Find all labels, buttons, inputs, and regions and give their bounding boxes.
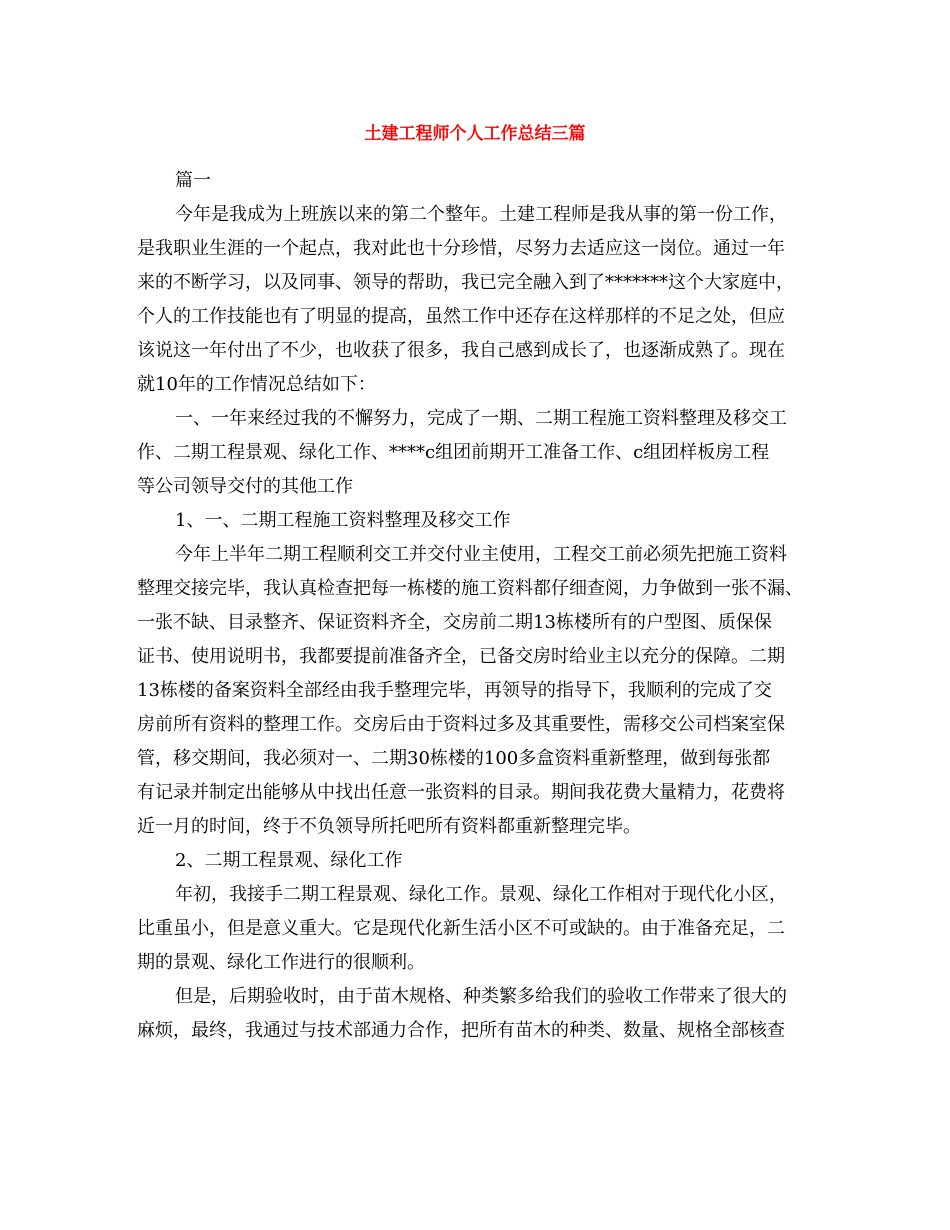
paragraph-line: 期的景观、绿化工作进行的很顺利。	[137, 952, 425, 973]
paragraph-line: 管，移交期间，我必须对一、二期30栋楼的100多盒资料重新整理，做到每张都	[137, 748, 771, 769]
paragraph-line: 有记录并制定出能够从中找出任意一张资料的目录。期间我花费大量精力，花费将	[137, 782, 785, 803]
paragraph-line: 房前所有资料的整理工作。交房后由于资料过多及其重要性，需移交公司档案室保	[137, 714, 785, 735]
paragraph-line: 一、一年来经过我的不懈努力，完成了一期、二期工程施工资料整理及移交工	[175, 408, 787, 429]
document-title: 土建工程师个人工作总结三篇	[364, 124, 586, 144]
paragraph-line: 13栋楼的备案资料全部经由我手整理完毕，再领导的指导下，我顺利的完成了交	[137, 680, 772, 701]
subsection-heading: 2、二期工程景观、绿化工作	[175, 850, 403, 871]
paragraph-line: 等公司领导交付的其他工作	[137, 476, 353, 497]
paragraph-line: 个人的工作技能也有了明显的提高，虽然工作中还存在这样那样的不足之处，但应	[137, 306, 785, 327]
section-heading: 篇一	[175, 170, 211, 191]
paragraph-line: 作、二期工程景观、绿化工作、****c组团前期开工准备工作、c组团样板房工程	[137, 442, 770, 463]
paragraph-line: 但是，后期验收时，由于苗木规格、种类繁多给我们的验收工作带来了很大的	[175, 986, 787, 1007]
paragraph-line: 今年上半年二期工程顺利交工并交付业主使用，工程交工前必须先把施工资料	[175, 544, 787, 565]
paragraph-line: 该说这一年付出了不少，也收获了很多，我自己感到成长了，也逐渐成熟了。现在	[137, 340, 785, 361]
paragraph-line: 来的不断学习，以及同事、领导的帮助，我已完全融入到了*******这个大家庭中，	[137, 272, 794, 293]
paragraph-line: 证书、使用说明书，我都要提前准备齐全，已备交房时给业主以充分的保障。二期	[137, 646, 785, 667]
paragraph-line: 今年是我成为上班族以来的第二个整年。土建工程师是我从事的第一份工作，	[175, 204, 787, 225]
paragraph-line: 近一月的时间，终于不负领导所托吧所有资料都重新整理完毕。	[137, 816, 641, 837]
paragraph-line: 就10年的工作情况总结如下：	[137, 374, 376, 395]
paragraph-line: 比重虽小，但是意义重大。它是现代化新生活小区不可或缺的。由于准备充足，二	[137, 918, 785, 939]
paragraph-line: 是我职业生涯的一个起点，我对此也十分珍惜，尽努力去适应这一岗位。通过一年	[137, 238, 785, 259]
subsection-heading: 1、一、二期工程施工资料整理及移交工作	[175, 510, 511, 531]
paragraph-line: 麻烦，最终，我通过与技术部通力合作，把所有苗木的种类、数量、规格全部核查	[137, 1020, 785, 1041]
paragraph-line: 年初，我接手二期工程景观、绿化工作。景观、绿化工作相对于现代化小区，	[175, 884, 787, 905]
paragraph-line: 一张不缺、目录整齐、保证资料齐全，交房前二期13栋楼所有的户型图、质保保	[137, 612, 772, 633]
paragraph-line: 整理交接完毕，我认真检查把每一栋楼的施工资料都仔细查阅，力争做到一张不漏、	[137, 578, 803, 599]
